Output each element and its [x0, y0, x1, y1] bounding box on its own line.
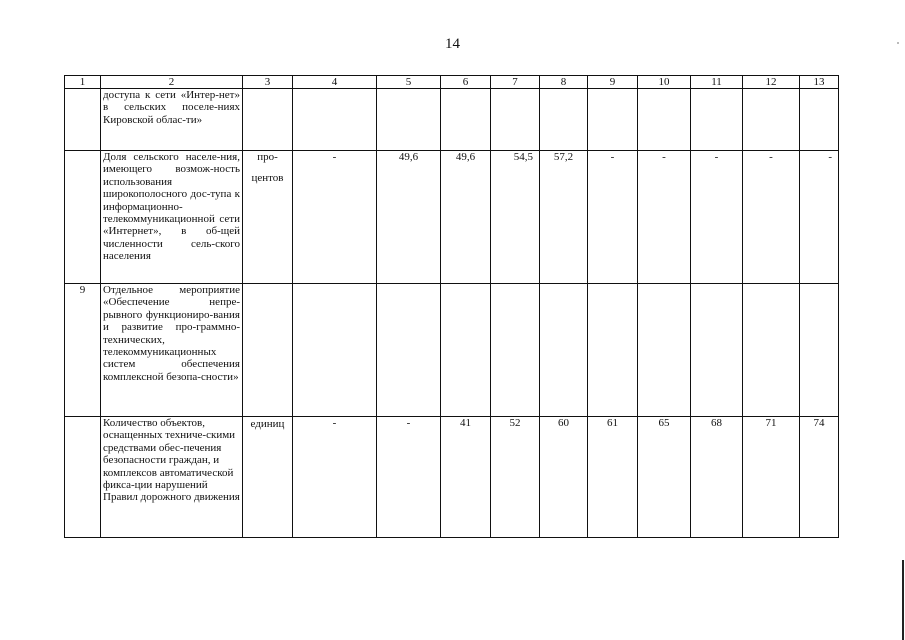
- cell-value: [293, 89, 377, 151]
- column-header: 2: [101, 76, 243, 89]
- cell-value: [743, 284, 800, 417]
- cell-value: [691, 284, 743, 417]
- cell-value: 68: [691, 417, 743, 538]
- cell-value: [293, 284, 377, 417]
- row-unit: [243, 417, 293, 538]
- row-description: Отдельное мероприятие «Обеспечение непре-рывного функциониро-вания и развитие про-граммно-технических, телекоммуникационных систем обеспечения комплексной безопа-сности»: [101, 284, 243, 417]
- cell-value: -: [293, 417, 377, 538]
- column-header: 12: [743, 76, 800, 89]
- cell-value: 71: [743, 417, 800, 538]
- row-number: [65, 151, 101, 284]
- row-description: доступа к сети «Интер-нет» в сельских поселе-ниях Кировской облас-ти»: [101, 89, 243, 151]
- table-row: [65, 151, 839, 284]
- cell-value: -: [743, 151, 800, 284]
- cell-value: [638, 284, 691, 417]
- indicator-table: [64, 75, 839, 538]
- cell-value: [638, 89, 691, 151]
- row-unit: [243, 151, 293, 284]
- cell-value: 57,2: [540, 151, 588, 284]
- cell-value: [743, 89, 800, 151]
- cell-value: [588, 284, 638, 417]
- page-number: 14: [445, 36, 460, 52]
- cell-value: [540, 89, 588, 151]
- cell-value: -: [377, 417, 441, 538]
- unit-text: единиц: [250, 418, 285, 430]
- table-row: [65, 284, 839, 417]
- cell-value: 54,5: [491, 151, 540, 284]
- row-unit: [243, 89, 293, 151]
- cell-value: 65: [638, 417, 691, 538]
- column-header: 10: [638, 76, 691, 89]
- cell-value: [441, 89, 491, 151]
- unit-text: про-: [257, 151, 278, 163]
- row-unit: [243, 284, 293, 417]
- cell-value: 49,6: [377, 151, 441, 284]
- cell-value: [441, 284, 491, 417]
- column-header: 4: [293, 76, 377, 89]
- cell-value: 52: [491, 417, 540, 538]
- cell-value: -: [691, 151, 743, 284]
- cell-value: 74: [800, 417, 839, 538]
- scan-speck: [897, 42, 899, 44]
- cell-value: 49,6: [441, 151, 491, 284]
- cell-value: [377, 284, 441, 417]
- column-header: 8: [540, 76, 588, 89]
- column-header: 1: [65, 76, 101, 89]
- column-header: 3: [243, 76, 293, 89]
- cell-value: [491, 89, 540, 151]
- column-header: 5: [377, 76, 441, 89]
- column-header: 7: [491, 76, 540, 89]
- cell-value: [588, 89, 638, 151]
- column-header: 13: [800, 76, 839, 89]
- row-description: Доля сельского населе-ния, имеющего возмож-ность использования широкополосного дос-тупа к информационно-телекоммуникационной сети «Интернет», в об-щей численности сель-ского населения: [101, 151, 243, 284]
- scan-edge-line: [902, 560, 904, 640]
- column-header: 11: [691, 76, 743, 89]
- cell-value: -: [293, 151, 377, 284]
- header-row: [65, 76, 839, 89]
- table-row: [65, 417, 839, 538]
- row-number: [65, 417, 101, 538]
- row-number: [65, 89, 101, 151]
- column-header: 6: [441, 76, 491, 89]
- row-number: 9: [65, 284, 101, 417]
- unit-text: центов: [251, 172, 284, 185]
- cell-value: 60: [540, 417, 588, 538]
- row-description: Количество объектов, оснащенных техниче-скими средствами обес-печения безопасности граждан, и комплексов автоматической фикса-ции нарушений Правил дорожного движения: [101, 417, 243, 538]
- cell-value: [377, 89, 441, 151]
- column-header: 9: [588, 76, 638, 89]
- cell-value: 61: [588, 417, 638, 538]
- cell-value: -: [588, 151, 638, 284]
- cell-value: [800, 89, 839, 151]
- table-row: [65, 89, 839, 151]
- cell-value: [691, 89, 743, 151]
- cell-value: [491, 284, 540, 417]
- cell-value: -: [638, 151, 691, 284]
- cell-value: -: [800, 151, 839, 284]
- cell-value: [540, 284, 588, 417]
- cell-value: [800, 284, 839, 417]
- cell-value: 41: [441, 417, 491, 538]
